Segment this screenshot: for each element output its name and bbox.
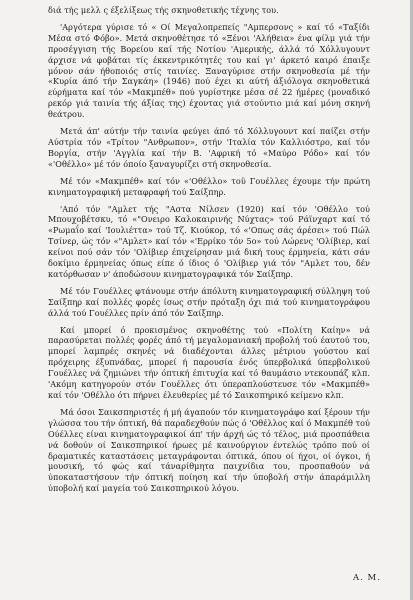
- paragraph-4: Μέ τόν «Μακμπέθ» καί τόν «'Οθέλλο» τοϋ Γουέλλες έχουμε τήν πρώτη κινηματογραφική μεταφραφή τού Σαίξπηρ.: [48, 175, 370, 197]
- signature: Α. Μ.: [353, 573, 381, 583]
- article-body: [48, 5, 370, 500]
- paragraph-7: Καί μπορεί ό προκισμένος σκηνοθέτης τού «Πολίτη Καίην» νά παρασύρεται πολλές φορές άπό τή μεγαλομανιακή προβολή τού έαυτού του, μπορεί λαμπρές σκηνές νά διαδέχονται άλλες μέτριου γούστου καί πρόχειρης έξυπνάδας, μπορεί ή παρουσία ένός ύπερβολικά ύπερβολικού Γουέλλες νά ζημιώνει τήν όπτική έπιτυχία καί τό θαυμάσιο ντεκουπάζ κλπ. 'Ακόμη κατηγορούν στόν Γουέλλες ότι ύπεραπλούστευσε τόν «Μακμπέθ» καί τόν 'Οθέλλο ότι πήρνει έλευθερίες μέ τό Σαικσπηρικό κείμενο κλπ.: [48, 324, 370, 400]
- paragraph-6: Μέ τόν Γουέλλες φτάνουμε στήν άπόλυτη κινηματογραφική σύλληψη τού Σαίξπηρ καί πολλές φορές ίσως στήν πρόταξη όχι πιά τού κινηματογράφου άλλά τού Γουέλλες πρίν άπό τόν Σαίξπηρ.: [48, 285, 370, 318]
- paragraph-5: 'Από τόν "Αμλετ τής "Αστα Νίλσεν (1920) καί τόν 'Οθέλλο τού Μπουχοβέτσκυ, τό «"Ονειρο Καλοκαιρινής Νύχτας» τού Ράϊνχαρτ καί τό «Ρωμαΐο καί 'Ιουλιέττα» τού Τζ. Κιούκορ, τό «'Οπως σάς άρέσει» τού Πώλ Τσίνερ, ώς τόν «"Αμλετ» καί τόν «'Ερρίκο τόν 5ο» τού Λώρενς 'Ολίβιερ, καί κείνοι πού σάν τόν 'Ολίβιερ έπιχείρησαν μιά δική τους έρμηνεία, κάτι σάν δοκίμιο έρμηνείας όπως είπε ό ίδιος ό 'Ολίβιερ γιά τόν "Αμλετ του, δέν κατόρθωσαν ν' άποδώσουν κινηματογραφικά τόν Σαίξπηρ.: [48, 203, 370, 279]
- paragraph-3: Μετά άπ' αύτήν τήν ταινία φεύγει άπό τό Χόλλυγουντ καί παίζει στήν Αύστρία τόν «Τρίτον "Ανθρωπον», στήν 'Ιταλία τόν Καλλιόστρο, καί τόν Βοργία, στήν 'Αγγλία καί τήν Β. 'Αφρική τό «Μαύρο Ρόδο» καί τόν «'Οθέλλο» μέ τόν όποίο ξαναγυρίζει στή σκηνοθεσία.: [48, 126, 370, 169]
- paragraph-2: 'Αργότερα γύρισε τό « Οί Μεγαλοπρεπείς "Αμπερσονς » καί τό «Ταξίδι Μέσα στό Φόβο». Μετά σκηνοθέτησε τό «Ξένοι 'Αλήθεια» ένα φίλμ γιά τήν προσέγγιση τής Βορείου καί τής Νοτίου 'Αμερικής, άλλά τό Χόλλυγουντ άρχισε νά φοβάται τίς έκκεντρικότητές του καί γι' άρκετό καιρό έπαιξε μόνον σάν ήθοποιός στίς ταινίες. Ξαναγύρισε στήν σκηνοθεσία μέ τήν «Κυρία άπό τήν Σαγκάη» (1946) πού έχει κι αύτή άξιόλογα σκηνοθετικά εύρήματα καί τόν «Μακμπέθ» πού γυρίστηκε μέσα σέ 22 ήμέρες (μοναδικό ρεκόρ γιά ταινία τής άξίας της) έχοντας γιά στούντιο μιά καί μόνη σκηνή θεάτρου.: [48, 21, 370, 120]
- paragraph-8: Μά όσοι Σαικσπηριστές ή μή άγαπούν τόν κινηματογράφο καί ξέρουν τήν γλώσσα του τήν όπτική, θά παραδεχθούν πώς ό 'Οθέλλος καί ό Μακμπέθ τού Ούέλλες είναι κινηματογραφικοί άπ' τήν άρχή ώς τό τέλος, μιά προσπάθεια νά δοθούν οί Σαικσπηρικοί ήρωες μέ καινούργιον έντελώς τρόπο πού οί δραματικές καταστάσεις μεταγράφονται όπτικά, όπου οί ήχοι, οί όγκοι, ή μουσική, τό φώς καί τάναρίθμητα παιχνίδια του, προσπαθούν νά ύποκαταστήσουν τήν όπτική ποίηση καί τήν ύποβολή στήν άπαράμιλλη ύποβολή καί μαγεία τού Σαικσπηρικού λόγου.: [48, 406, 370, 494]
- paragraph-1: διά τής μελλ ς έξελίξεως τής σκηνοθετικής τέχνης του.: [48, 5, 279, 15]
